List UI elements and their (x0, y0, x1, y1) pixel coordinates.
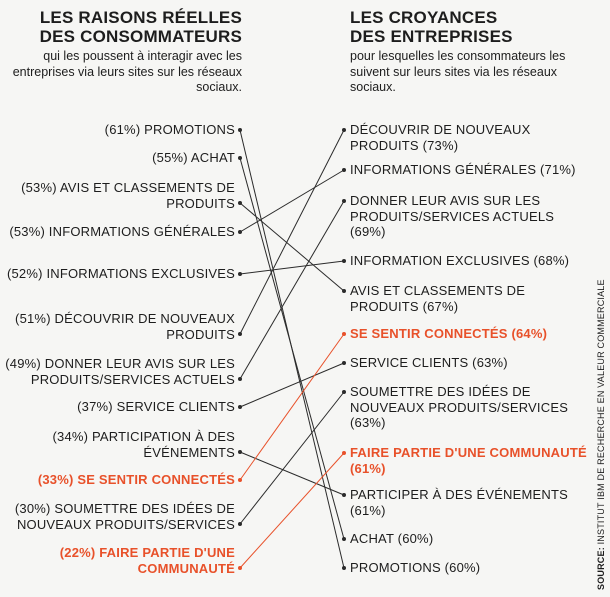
left-anchor-dot (238, 566, 242, 570)
consumer-reason-item: (52%) INFORMATIONS EXCLUSIVES (6, 266, 235, 281)
right-anchor-dot (342, 289, 346, 293)
company-belief-item: SERVICE CLIENTS (63%) (350, 355, 508, 370)
right-title-line1: LES CROYANCES (350, 8, 498, 27)
left-anchor-dot (238, 332, 242, 336)
connector-line (240, 130, 344, 334)
right-anchor-dot (342, 259, 346, 263)
company-belief-item: PROMOTIONS (60%) (350, 560, 481, 575)
right-anchor-dot (342, 566, 346, 570)
left-subtitle: qui les poussent à interagir avec les entreprises via leurs sites sur les réseaux sociaux. (12, 49, 242, 94)
consumer-reason-item: (22%) FAIRE PARTIE D'UNE COMMUNAUTÉ (59, 545, 235, 576)
right-anchor-dot (342, 128, 346, 132)
company-belief-item: INFORMATION EXCLUSIVES (68%) (350, 253, 570, 268)
connector-line (240, 158, 344, 539)
left-anchor-dot (238, 201, 242, 205)
consumer-reason-item: (49%) DONNER LEUR AVIS SUR LES PRODUITS/SERVICES ACTUELS (5, 356, 235, 387)
consumer-reason-item: (55%) ACHAT (152, 150, 235, 165)
consumer-reason-item: (53%) INFORMATIONS GÉNÉRALES (9, 224, 235, 239)
right-subtitle: pour lesquelles les consommateurs les suivent sur leurs sites via les réseaux sociaux. (350, 49, 566, 94)
left-anchor-dot (238, 377, 242, 381)
source-note (596, 279, 606, 590)
left-anchor-dot (238, 522, 242, 526)
left-anchor-dot (238, 478, 242, 482)
consumer-reason-item: (30%) SOUMETTRE DES IDÉES DE NOUVEAUX PRODUITS/SERVICES (14, 501, 235, 532)
company-belief-item: DONNER LEUR AVIS SUR LES PRODUITS/SERVICES ACTUELS (69%) (350, 193, 555, 239)
right-anchor-dot (342, 390, 346, 394)
left-anchor-dot (238, 450, 242, 454)
left-anchor-dot (238, 230, 242, 234)
source-text: INSTITUT IBM DE RECHERCHE EN VALEUR COMMERCIALE (596, 279, 606, 548)
right-anchor-dot (342, 451, 346, 455)
left-anchor-dot (238, 405, 242, 409)
company-belief-item: FAIRE PARTIE D'UNE COMMUNAUTÉ (61%) (350, 445, 587, 476)
left-anchor-dot (238, 272, 242, 276)
company-belief-item: INFORMATIONS GÉNÉRALES (71%) (350, 162, 576, 177)
source-label: SOURCE: (596, 547, 606, 590)
company-belief-item: ACHAT (60%) (350, 531, 434, 546)
consumer-reason-item: (37%) SERVICE CLIENTS (77, 399, 235, 414)
left-anchor-dot (238, 156, 242, 160)
consumer-reason-item: (33%) SE SENTIR CONNECTÉS (37, 472, 235, 487)
company-belief-item: SOUMETTRE DES IDÉES DE NOUVEAUX PRODUITS/SERVICES (63%) (350, 384, 569, 430)
company-belief-item: DÉCOUVRIR DE NOUVEAUX PRODUITS (73%) (350, 122, 531, 153)
company-belief-item: AVIS ET CLASSEMENTS DE PRODUITS (67%) (350, 283, 526, 314)
left-anchor-dot (238, 128, 242, 132)
consumer-reason-item: (51%) DÉCOUVRIR DE NOUVEAUX PRODUITS (15, 311, 235, 342)
right-title-line2: DES ENTREPRISES (350, 27, 513, 46)
left-title-line1: LES RAISONS RÉELLES (39, 8, 242, 27)
company-belief-item: PARTICIPER À DES ÉVÉNEMENTS (61%) (350, 487, 569, 518)
right-anchor-dot (342, 168, 346, 172)
consumer-reason-item: (34%) PARTICIPATION À DES ÉVÉNEMENTS (52, 429, 235, 460)
company-belief-item: SE SENTIR CONNECTÉS (64%) (350, 326, 548, 341)
connector-line (240, 453, 344, 568)
consumer-reason-item: (53%) AVIS ET CLASSEMENTS DE PRODUITS (21, 180, 235, 211)
consumer-reason-item: (61%) PROMOTIONS (104, 122, 235, 137)
right-anchor-dot (342, 537, 346, 541)
right-anchor-dot (342, 199, 346, 203)
right-anchor-dot (342, 332, 346, 336)
connector-line (240, 170, 344, 232)
right-anchor-dot (342, 493, 346, 497)
connector-line (240, 203, 344, 291)
connector-line (240, 201, 344, 379)
right-anchor-dot (342, 361, 346, 365)
connector-line (240, 261, 344, 274)
connector-line (240, 363, 344, 407)
left-title-line2: DES CONSOMMATEURS (39, 27, 242, 46)
